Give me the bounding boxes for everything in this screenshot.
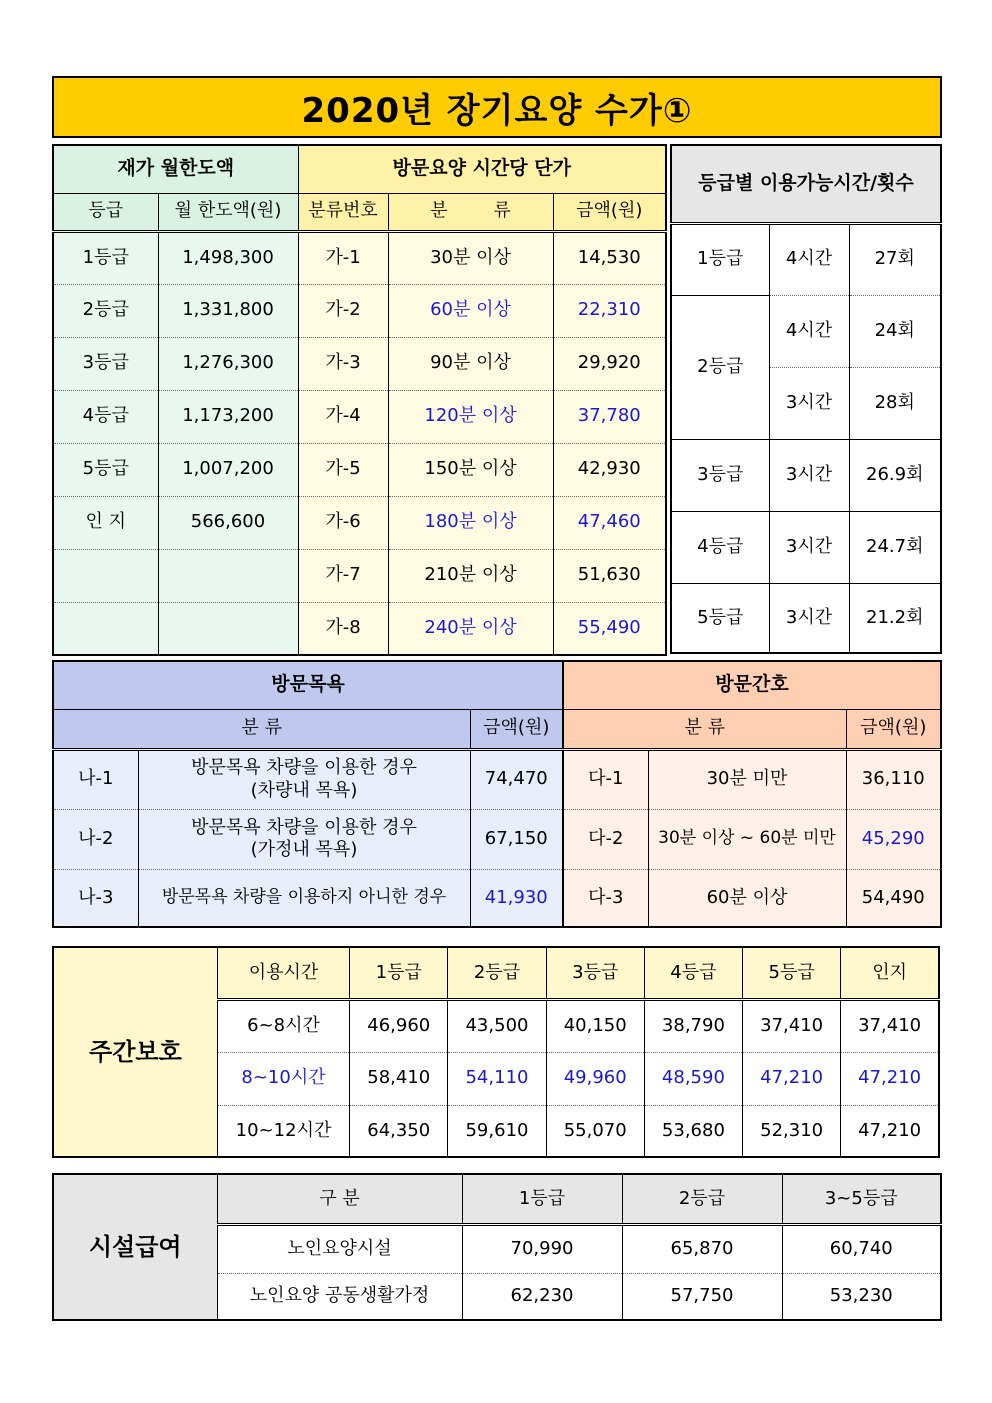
value-cell: 40,150 bbox=[546, 999, 644, 1052]
limit-amount-cell: 1,173,200 bbox=[158, 390, 298, 443]
care-amount-cell: 14,530 bbox=[553, 231, 666, 284]
amount-cell: 67,150 bbox=[470, 809, 563, 869]
col-limit-amount: 월 한도액(원) bbox=[158, 193, 298, 231]
bath-col-type: 분 류 bbox=[53, 709, 470, 749]
care-amount-cell: 51,630 bbox=[553, 549, 666, 602]
count-cell: 24.7회 bbox=[849, 511, 941, 583]
nursing-col-amount: 금액(원) bbox=[846, 709, 941, 749]
type-cell: 60분 이상 bbox=[388, 284, 553, 337]
table-row bbox=[53, 231, 666, 284]
type-cell: 120분 이상 bbox=[388, 390, 553, 443]
code-cell: 나-2 bbox=[53, 809, 138, 869]
facility-type-cell: 노인요양 공동생활가정 bbox=[217, 1273, 462, 1320]
col-header: 5등급 bbox=[743, 947, 841, 999]
value-cell: 48,590 bbox=[644, 1052, 742, 1105]
type-line: (가정내 목욕) bbox=[250, 839, 358, 860]
value-cell: 47,210 bbox=[858, 1119, 922, 1141]
value-cell: 64,350 bbox=[350, 1105, 448, 1157]
value-cell: 57,750 bbox=[622, 1273, 782, 1320]
grade-cell: 2등급 bbox=[671, 295, 769, 439]
grade-cell: 5등급 bbox=[53, 443, 158, 496]
care-amount-cell: 42,930 bbox=[553, 443, 666, 496]
day-care-table bbox=[52, 946, 940, 1158]
code-cell: 나-1 bbox=[53, 749, 138, 809]
time-cell: 10~12시간 bbox=[217, 1105, 349, 1157]
page-title: 2020년 장기요양 수가① bbox=[52, 76, 942, 138]
care-amount-cell: 55,490 bbox=[553, 602, 666, 655]
type-line: 방문목욕 차량을 이용한 경우 bbox=[191, 757, 417, 778]
col-header: 구 분 bbox=[217, 1174, 462, 1224]
type-cell bbox=[138, 749, 470, 809]
amount-cell: 54,490 bbox=[846, 869, 941, 927]
grade-usage-table bbox=[670, 144, 942, 654]
visit-nursing-header: 방문간호 bbox=[563, 661, 941, 709]
table-row bbox=[53, 869, 941, 927]
grade-cell: 1등급 bbox=[53, 231, 158, 284]
home-limit-header: 재가 월한도액 bbox=[53, 145, 298, 193]
facility-type-cell: 노인요양시설 bbox=[217, 1224, 462, 1273]
table-row bbox=[53, 602, 666, 655]
grade-cell: 5등급 bbox=[671, 583, 769, 653]
empty-cell bbox=[53, 602, 158, 655]
type-line: 방문목욕 차량을 이용한 경우 bbox=[191, 816, 417, 838]
value-cell: 54,110 bbox=[448, 1052, 546, 1105]
value-cell: 37,410 bbox=[743, 999, 841, 1052]
type-cell: 60분 이상 bbox=[648, 869, 846, 927]
care-amount-cell: 37,780 bbox=[553, 390, 666, 443]
col-grade: 등급 bbox=[53, 193, 158, 231]
time-cell: 4시간 bbox=[769, 295, 849, 367]
time-cell: 3시간 bbox=[769, 583, 849, 653]
col-code: 분류번호 bbox=[298, 193, 388, 231]
time-cell: 4시간 bbox=[769, 223, 849, 295]
code-cell: 다-1 bbox=[563, 749, 648, 809]
grade-cell: 2등급 bbox=[53, 284, 158, 337]
col-header: 인지 bbox=[841, 947, 939, 999]
table-row bbox=[671, 511, 941, 583]
type-cell: 30분 이상 ~ 60분 미만 bbox=[648, 809, 846, 869]
value-cell: 55,070 bbox=[546, 1105, 644, 1157]
care-amount-cell: 47,460 bbox=[553, 496, 666, 549]
value-cell: 37,410 bbox=[841, 999, 939, 1052]
value-cell: 58,410 bbox=[350, 1052, 448, 1105]
value-cell: 43,500 bbox=[448, 999, 546, 1052]
type-cell: 90분 이상 bbox=[388, 337, 553, 390]
facility-label: 시설급여 bbox=[53, 1174, 217, 1320]
time-cell: 3시간 bbox=[769, 511, 849, 583]
col-header: 4등급 bbox=[644, 947, 742, 999]
count-cell: 21.2회 bbox=[849, 583, 941, 653]
limit-amount-cell: 566,600 bbox=[158, 496, 298, 549]
table-row bbox=[53, 749, 941, 809]
limit-amount-cell: 1,276,300 bbox=[158, 337, 298, 390]
col-header: 2등급 bbox=[622, 1174, 782, 1224]
col-header: 2등급 bbox=[448, 947, 546, 999]
limit-amount-cell: 1,331,800 bbox=[158, 284, 298, 337]
type-cell: 240분 이상 bbox=[388, 602, 553, 655]
limit-amount-cell: 1,498,300 bbox=[158, 231, 298, 284]
time-cell: 3시간 bbox=[769, 367, 849, 439]
grade-cell: 3등급 bbox=[53, 337, 158, 390]
table-row bbox=[53, 496, 666, 549]
value-cell: 47,210 bbox=[743, 1052, 841, 1105]
visit-care-header: 방문요양 시간당 단가 bbox=[298, 145, 666, 193]
value-cell: 59,610 bbox=[448, 1105, 546, 1157]
code-cell: 나-3 bbox=[53, 869, 138, 927]
care-amount-cell: 29,920 bbox=[553, 337, 666, 390]
day-care-label: 주간보호 bbox=[53, 947, 217, 1157]
value-cell: 53,230 bbox=[829, 1285, 893, 1306]
col-header: 1등급 bbox=[462, 1174, 622, 1224]
value-cell: 60,740 bbox=[782, 1224, 941, 1273]
code-cell: 가-3 bbox=[298, 337, 388, 390]
care-amount-cell: 22,310 bbox=[553, 284, 666, 337]
bath-col-amount: 금액(원) bbox=[470, 709, 563, 749]
type-cell: 210분 이상 bbox=[388, 549, 553, 602]
count-cell: 24회 bbox=[849, 295, 941, 367]
code-cell: 가-7 bbox=[298, 549, 388, 602]
limit-amount-cell: 1,007,200 bbox=[158, 443, 298, 496]
table-row bbox=[671, 223, 941, 295]
table-row bbox=[53, 443, 666, 496]
code-cell: 가-1 bbox=[298, 231, 388, 284]
value-cell: 46,960 bbox=[350, 999, 448, 1052]
type-cell: 180분 이상 bbox=[388, 496, 553, 549]
time-cell: 8~10시간 bbox=[217, 1052, 349, 1105]
amount-cell: 74,470 bbox=[470, 749, 563, 809]
empty-cell bbox=[53, 549, 158, 602]
code-cell: 가-2 bbox=[298, 284, 388, 337]
count-cell: 26.9회 bbox=[849, 439, 941, 511]
grade-cell: 3등급 bbox=[671, 439, 769, 511]
amount-cell: 41,930 bbox=[470, 869, 563, 927]
empty-cell bbox=[158, 602, 298, 655]
grade-cell: 1등급 bbox=[671, 223, 769, 295]
time-cell: 3시간 bbox=[769, 439, 849, 511]
type-cell: 30분 이상 bbox=[388, 231, 553, 284]
value-cell: 53,680 bbox=[644, 1105, 742, 1157]
type-cell: 150분 이상 bbox=[388, 443, 553, 496]
code-cell: 가-8 bbox=[298, 602, 388, 655]
count-cell: 27회 bbox=[849, 223, 941, 295]
bath-nursing-table bbox=[52, 660, 942, 928]
col-type: 분 류 bbox=[388, 193, 553, 231]
table-row bbox=[53, 809, 941, 869]
value-cell: 38,790 bbox=[644, 999, 742, 1052]
type-cell: 방문목욕 차량을 이용하지 아니한 경우 bbox=[138, 869, 470, 927]
value-cell: 52,310 bbox=[743, 1105, 841, 1157]
table-row bbox=[53, 284, 666, 337]
col-header: 이용시간 bbox=[217, 947, 349, 999]
code-cell: 다-3 bbox=[563, 869, 648, 927]
table-row bbox=[671, 583, 941, 653]
value-cell: 65,870 bbox=[622, 1224, 782, 1273]
grade-cell: 인 지 bbox=[53, 496, 158, 549]
col-header: 1등급 bbox=[350, 947, 448, 999]
home-limit-visit-care-table bbox=[52, 144, 667, 656]
table-row bbox=[671, 295, 941, 367]
amount-cell: 36,110 bbox=[846, 749, 941, 809]
count-cell: 28회 bbox=[849, 367, 941, 439]
value-cell: 49,960 bbox=[546, 1052, 644, 1105]
value-cell: 70,990 bbox=[462, 1224, 622, 1273]
facility-table bbox=[52, 1173, 942, 1321]
visit-bath-header: 방문목욕 bbox=[53, 661, 563, 709]
amount-cell: 45,290 bbox=[846, 809, 941, 869]
col-care-amount: 금액(원) bbox=[553, 193, 666, 231]
code-cell: 가-4 bbox=[298, 390, 388, 443]
empty-cell bbox=[158, 549, 298, 602]
value-cell: 47,210 bbox=[841, 1052, 939, 1105]
col-header: 3~5등급 bbox=[782, 1174, 941, 1224]
table-row bbox=[671, 439, 941, 511]
code-cell: 가-5 bbox=[298, 443, 388, 496]
time-cell: 6~8시간 bbox=[217, 999, 349, 1052]
value-cell: 62,230 bbox=[462, 1273, 622, 1320]
nursing-col-type: 분 류 bbox=[563, 709, 846, 749]
type-cell bbox=[138, 809, 470, 869]
table-row bbox=[53, 337, 666, 390]
code-cell: 가-6 bbox=[298, 496, 388, 549]
grade-usage-header: 등급별 이용가능시간/횟수 bbox=[671, 145, 941, 223]
type-line: (차량내 목욕) bbox=[250, 779, 358, 801]
type-cell: 30분 미만 bbox=[648, 749, 846, 809]
table-row bbox=[53, 390, 666, 443]
code-cell: 다-2 bbox=[563, 809, 648, 869]
col-header: 3등급 bbox=[546, 947, 644, 999]
grade-cell: 4등급 bbox=[53, 390, 158, 443]
table-row bbox=[53, 549, 666, 602]
grade-cell: 4등급 bbox=[671, 511, 769, 583]
